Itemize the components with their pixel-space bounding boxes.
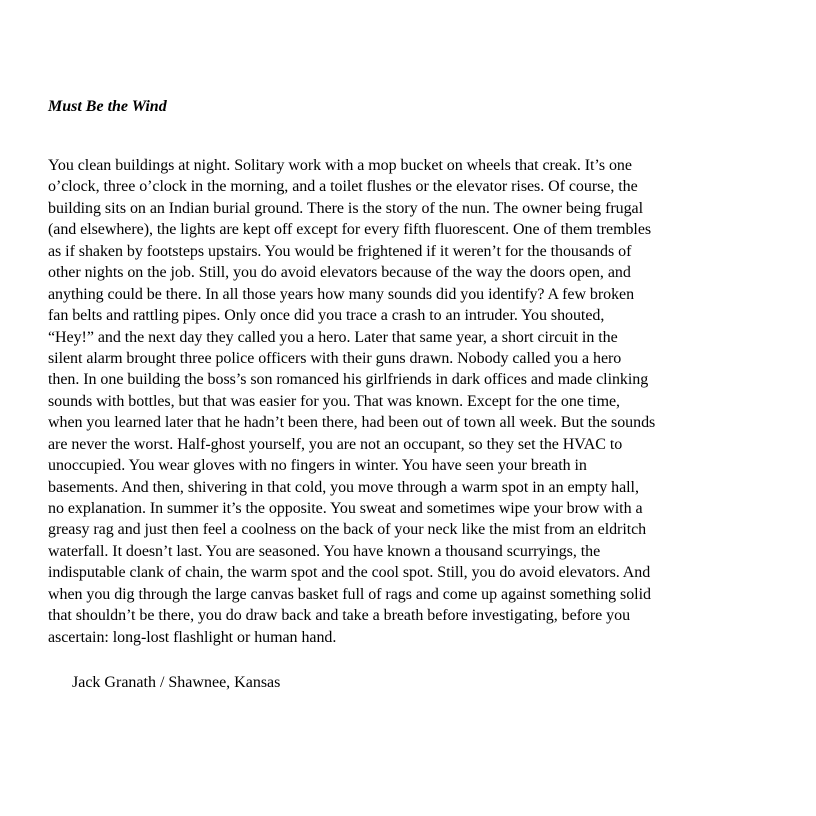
body-line: silent alarm brought three police officers with their guns drawn. Nobody called you a hero xyxy=(48,349,622,367)
body-line: when you learned later that he hadn’t been there, had been out of town all week. But the sounds xyxy=(48,414,656,432)
body-line: that shouldn’t be there, you do draw back and take a breath before investigating, before you xyxy=(48,607,631,625)
body-line: as if shaken by footsteps upstairs. You would be frightened if it weren’t for the thousands of xyxy=(48,242,632,260)
body-line: anything could be there. In all those years how many sounds did you identify? A few broken xyxy=(48,285,635,303)
body-line: greasy rag and just then feel a coolness on the back of your neck like the mist from an eldritch xyxy=(48,521,647,539)
body-line: then. In one building the boss’s son romanced his girlfriends in dark offices and made clinking xyxy=(48,371,649,389)
body-line: building sits on an Indian burial ground. There is the story of the nun. The owner being frugal xyxy=(48,199,643,217)
body-line: indisputable clank of chain, the warm spot and the cool spot. Still, you do avoid elevators. And xyxy=(48,564,651,582)
body-line: waterfall. It doesn’t last. You are seasoned. You have known a thousand scurryings, the xyxy=(48,542,601,560)
body-line: sounds with bottles, but that was easier for you. That was known. Except for the one time, xyxy=(48,392,620,410)
body-line: no explanation. In summer it’s the opposite. You sweat and sometimes wipe your brow with a xyxy=(48,500,643,517)
body-line: ascertain: long-lost flashlight or human hand. xyxy=(48,628,337,646)
body-line: basements. And then, shivering in that cold, you move through a warm spot in an empty hall, xyxy=(48,478,639,496)
body-line: when you dig through the large canvas basket full of rags and come up against something solid xyxy=(48,585,651,603)
poem-body xyxy=(48,155,788,648)
body-line: o’clock, three o’clock in the morning, and a toilet flushes or the elevator rises. Of course, the xyxy=(48,178,638,196)
body-line: You clean buildings at night. Solitary work with a mop bucket on wheels that creak. It’s one xyxy=(48,157,632,174)
body-line: “Hey!” and the next day they called you a hero. Later that same year, a short circuit in the xyxy=(48,328,618,346)
body-line: unoccupied. You wear gloves with no fingers in winter. You have seen your breath in xyxy=(48,457,587,475)
author-signature: Jack Granath / Shawnee, Kansas xyxy=(72,674,281,691)
body-line: other nights on the job. Still, you do avoid elevators because of the way the doors open, and xyxy=(48,264,631,282)
body-line: are never the worst. Half-ghost yourself, you are not an occupant, so they set the HVAC to xyxy=(48,435,623,453)
body-line: fan belts and rattling pipes. Only once did you trace a crash to an intruder. You shouted, xyxy=(48,307,605,325)
body-line: (and elsewhere), the lights are kept off except for every fifth fluorescent. One of them trembles xyxy=(48,221,652,239)
poem-title: Must Be the Wind xyxy=(48,98,167,115)
